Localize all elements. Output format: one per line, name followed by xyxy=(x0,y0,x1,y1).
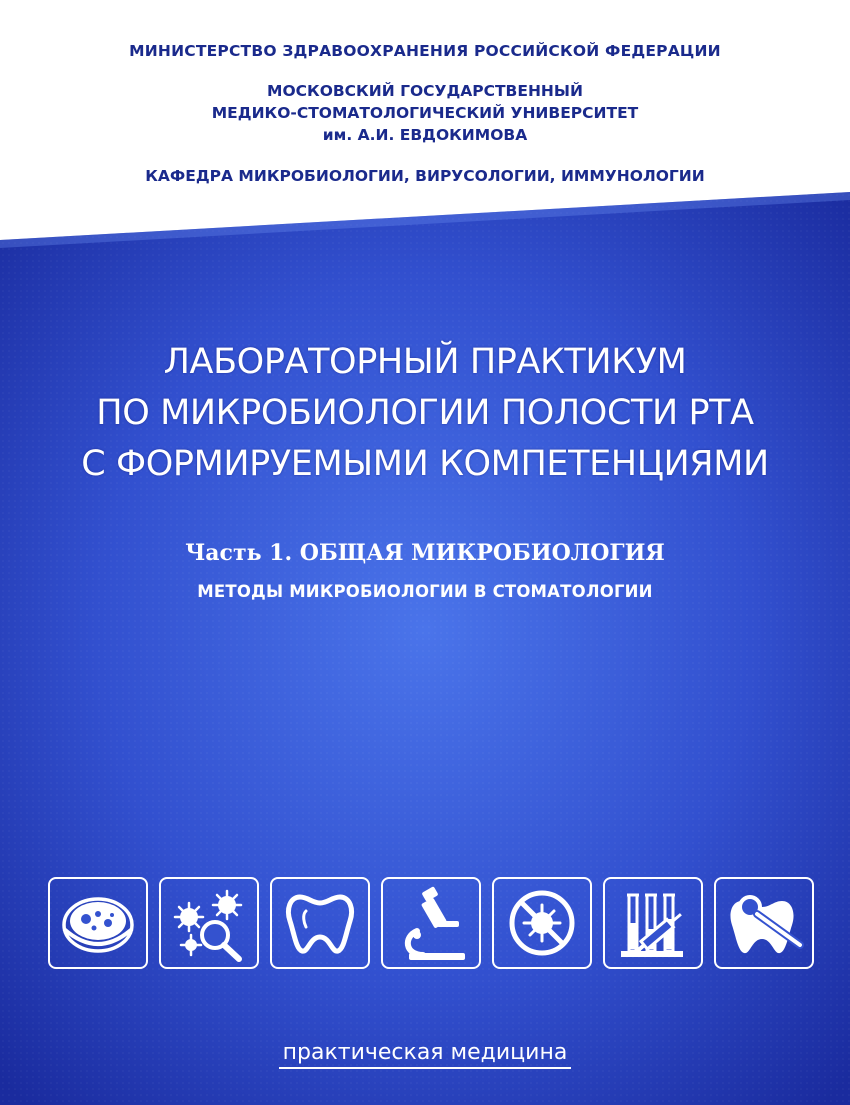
title-line: С ФОРМИРУЕМЫМИ КОМПЕТЕНЦИЯМИ xyxy=(81,444,769,484)
part-subtitle: Часть 1. ОБЩАЯ МИКРОБИОЛОГИЯ xyxy=(185,540,665,566)
university-line: МОСКОВСКИЙ ГОСУДАРСТВЕННЫЙ xyxy=(267,82,583,100)
department-name: КАФЕДРА МИКРОБИОЛОГИИ, ВИРУСОЛОГИИ, ИММУНОЛОГИИ xyxy=(145,167,705,185)
publisher-logo xyxy=(0,1040,850,1069)
university-line: им. А.И. ЕВДОКИМОВА xyxy=(322,126,528,144)
book-title xyxy=(0,337,850,490)
title-line: ЛАБОРАТОРНЫЙ ПРАКТИКУМ xyxy=(163,342,687,382)
tooth-icon xyxy=(270,877,370,969)
university-line: МЕДИКО-СТОМАТОЛОГИЧЕСКИЙ УНИВЕРСИТЕТ xyxy=(211,104,639,122)
ministry-name: МИНИСТЕРСТВО ЗДРАВООХРАНЕНИЯ РОССИЙСКОЙ ФЕДЕРАЦИИ xyxy=(129,42,721,60)
microscope-icon xyxy=(381,877,481,969)
test-tubes-syringe-icon xyxy=(603,877,703,969)
bacteria-magnifier-icon xyxy=(159,877,259,969)
university-name xyxy=(0,80,850,146)
no-virus-icon xyxy=(492,877,592,969)
petri-dish-icon xyxy=(48,877,148,969)
methods-subtitle: МЕТОДЫ МИКРОБИОЛОГИИ В СТОМАТОЛОГИИ xyxy=(197,582,653,601)
publisher-name: практическая медицина xyxy=(279,1040,572,1069)
tooth-mirror-icon xyxy=(714,877,814,969)
title-line: ПО МИКРОБИОЛОГИИ ПОЛОСТИ РТА xyxy=(96,393,754,433)
icon-row xyxy=(48,877,808,971)
